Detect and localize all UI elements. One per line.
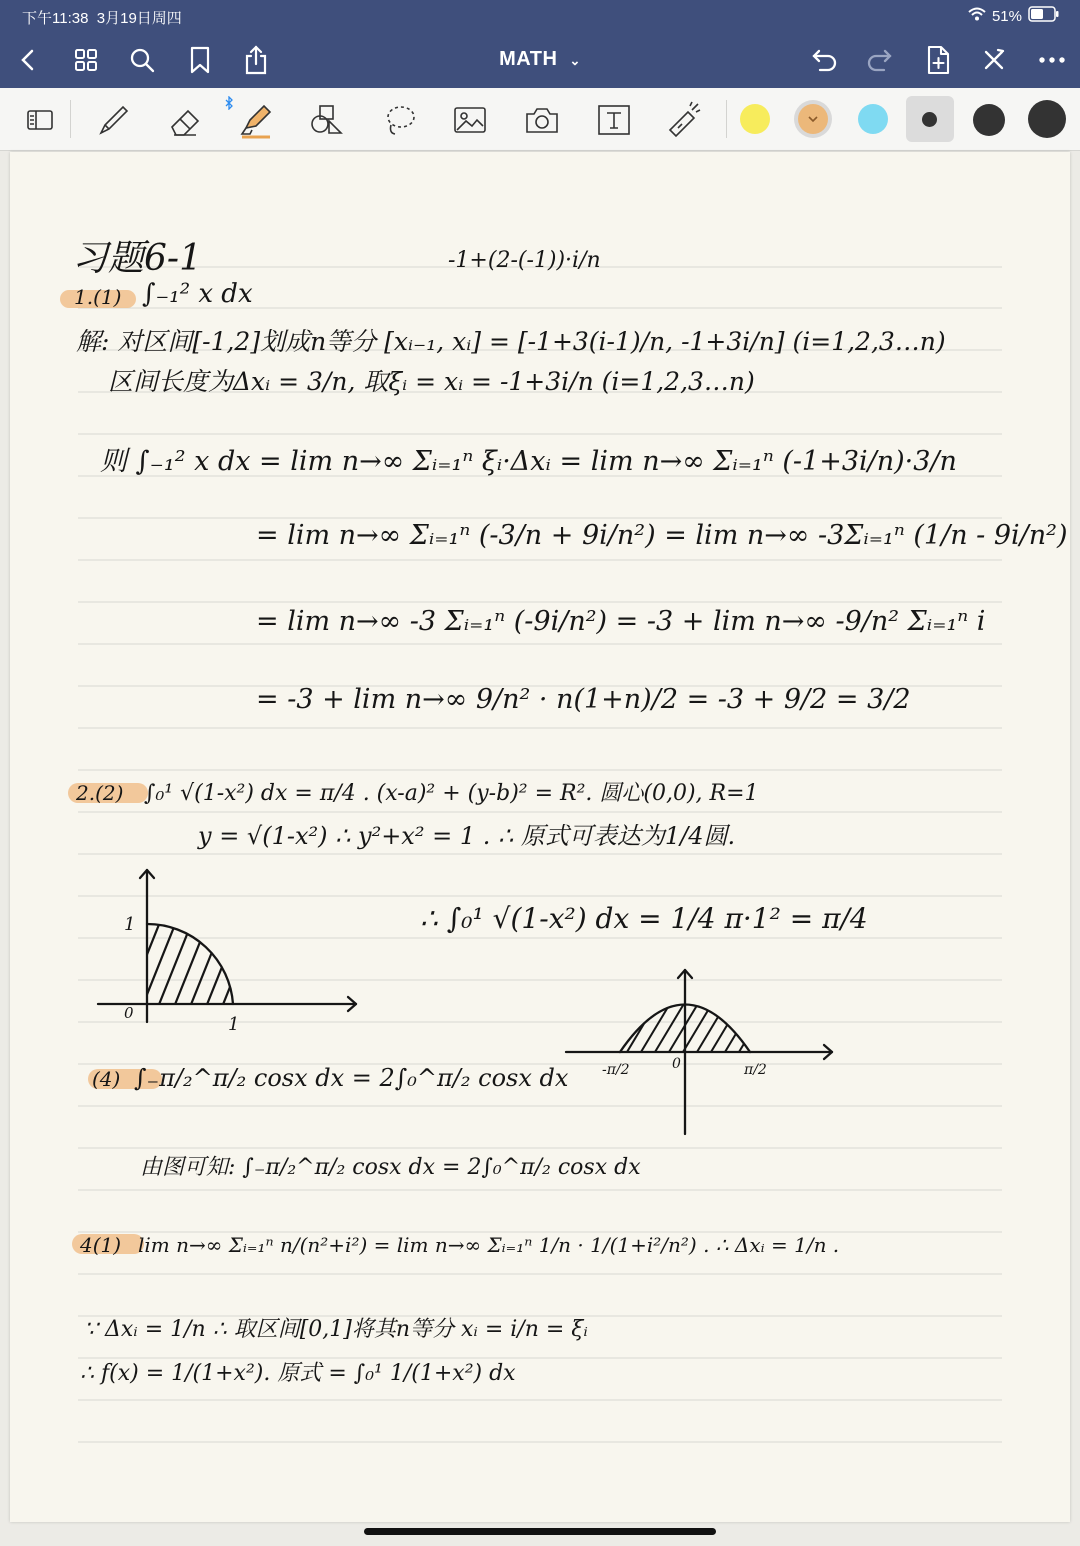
size-small-dot[interactable] <box>922 112 937 127</box>
solution-line-2: 区间长度为Δxᵢ = 3/n, 取ξᵢ = xᵢ = -1+3i/n (i=1,2,3…n) <box>108 367 755 396</box>
status-right <box>968 6 1060 26</box>
solution-line-5: = lim n→∞ -3 Σᵢ₌₁ⁿ (-9i/n²) = -3 + lim n→∞ -9/n² Σᵢ₌₁ⁿ i <box>256 606 986 637</box>
highlighter-icon[interactable] <box>236 100 276 140</box>
wifi-icon <box>968 7 986 25</box>
solution-line-4: = lim n→∞ Σᵢ₌₁ⁿ (-3/n + 9i/n²) = lim n→∞ -3Σᵢ₌₁ⁿ (1/n - 9i/n²) <box>256 520 1068 551</box>
camera-icon[interactable] <box>522 100 562 140</box>
q4-1-line-3: ∴ f(x) = 1/(1+x²). 原式 = ∫₀¹ 1/(1+x²) dx <box>80 1361 516 1386</box>
text-icon[interactable] <box>594 100 634 140</box>
q2-2-line: ∫₀¹ √(1-x²) dx = π/4 . (x-a)² + (y-b)² = R². 圆心(0,0), R=1 <box>144 781 759 806</box>
ruled-lines <box>78 267 1002 1442</box>
color-swatch-orange[interactable] <box>794 100 832 138</box>
notebook-title[interactable]: MATH ⌄ <box>499 48 581 70</box>
q1-label: 1.(1) <box>74 285 122 309</box>
solution-line-6: = -3 + lim n→∞ 9/n² · n(1+n)/2 = -3 + 9/2 = 3/2 <box>256 684 911 715</box>
status-time: 下午11:38 3月19日周四 <box>22 10 182 27</box>
q2-4-line: ∫₋π/₂^π/₂ cosx dx = 2∫₀^π/₂ cosx dx <box>134 1064 569 1092</box>
status-bar <box>0 0 1080 32</box>
color-swatch-cyan[interactable] <box>858 104 888 134</box>
svg-text:-π/2: -π/2 <box>602 1062 630 1078</box>
quarter-circle-graph <box>98 870 356 1035</box>
color-swatch-yellow[interactable] <box>740 104 770 134</box>
title-text: 习题6-1 <box>72 238 202 279</box>
shapes-icon[interactable] <box>306 100 346 140</box>
eraser-icon[interactable] <box>166 100 206 140</box>
laser-pointer-icon[interactable] <box>664 100 704 140</box>
handwriting-canvas[interactable] <box>10 152 1070 1522</box>
battery-percent: 51% <box>991 7 1022 25</box>
solution-line-3: 则 ∫₋₁² x dx = lim n→∞ Σᵢ₌₁ⁿ ξᵢ·Δxᵢ = lim n→∞ Σᵢ₌₁ⁿ (-1+3i/n)·3/n <box>100 446 957 477</box>
home-indicator[interactable] <box>364 1528 716 1535</box>
redo-icon[interactable] <box>864 44 896 76</box>
q4-1-label: 4(1) <box>80 1233 122 1257</box>
q4-1-line-2: ∵ Δxᵢ = 1/n ∴ 取区间[0,1]将其n等分 xᵢ = i/n = ξᵢ <box>84 1317 588 1342</box>
lasso-icon[interactable] <box>380 100 420 140</box>
pen-icon[interactable] <box>94 100 134 140</box>
note-page[interactable] <box>10 152 1070 1522</box>
q4-1-line: lim n→∞ Σᵢ₌₁ⁿ n/(n²+i²) = lim n→∞ Σᵢ₌₁ⁿ 1/n · 1/(1+i²/n²) . ∴ Δxᵢ = 1/n . <box>138 1233 840 1257</box>
size-medium-dot[interactable] <box>973 104 1005 136</box>
add-page-icon[interactable] <box>922 44 954 76</box>
svg-text:1: 1 <box>228 1014 240 1035</box>
solution-line-1: 解: 对区间[-1,2]划成n等分 [xᵢ₋₁, xᵢ] = [-1+3(i-1)/n, -1+3i/n] (i=1,2,3…n) <box>76 327 946 356</box>
svg-text:π/2: π/2 <box>744 1062 767 1078</box>
title-sub-text: -1+(2-(-1))·i/n <box>448 248 601 273</box>
q2-2-label: 2.(2) <box>76 781 124 805</box>
q2-2-line-2: y = √(1-x²) ∴ y²+x² = 1 . ∴ 原式可表达为1/4圆. <box>198 822 736 850</box>
tool-bar <box>0 88 1080 151</box>
chevron-down-icon <box>807 114 819 124</box>
q2-2-result: ∴ ∫₀¹ √(1-x²) dx = 1/4 π·1² = π/4 <box>420 902 868 935</box>
q1-integral: ∫₋₁² x dx <box>142 279 253 309</box>
highlight-marks <box>60 290 162 1254</box>
close-x-icon[interactable] <box>978 44 1010 76</box>
size-large-dot[interactable] <box>1028 100 1066 138</box>
more-icon[interactable] <box>1036 44 1068 76</box>
svg-text:1: 1 <box>124 914 136 935</box>
battery-icon <box>1028 6 1060 26</box>
q2-4-label: (4) <box>92 1067 121 1091</box>
cosine-arch-graph <box>566 970 832 1134</box>
undo-icon[interactable] <box>808 44 840 76</box>
q2-4-line-2: 由图可知: ∫₋π/₂^π/₂ cosx dx = 2∫₀^π/₂ cosx dx <box>140 1155 641 1180</box>
svg-text:0: 0 <box>124 1004 134 1022</box>
svg-text:0: 0 <box>672 1056 681 1072</box>
image-icon[interactable] <box>450 100 490 140</box>
chevron-down-icon[interactable]: ⌄ <box>569 53 581 68</box>
page-layout-icon[interactable] <box>20 100 60 140</box>
nav-bar <box>0 32 1080 88</box>
